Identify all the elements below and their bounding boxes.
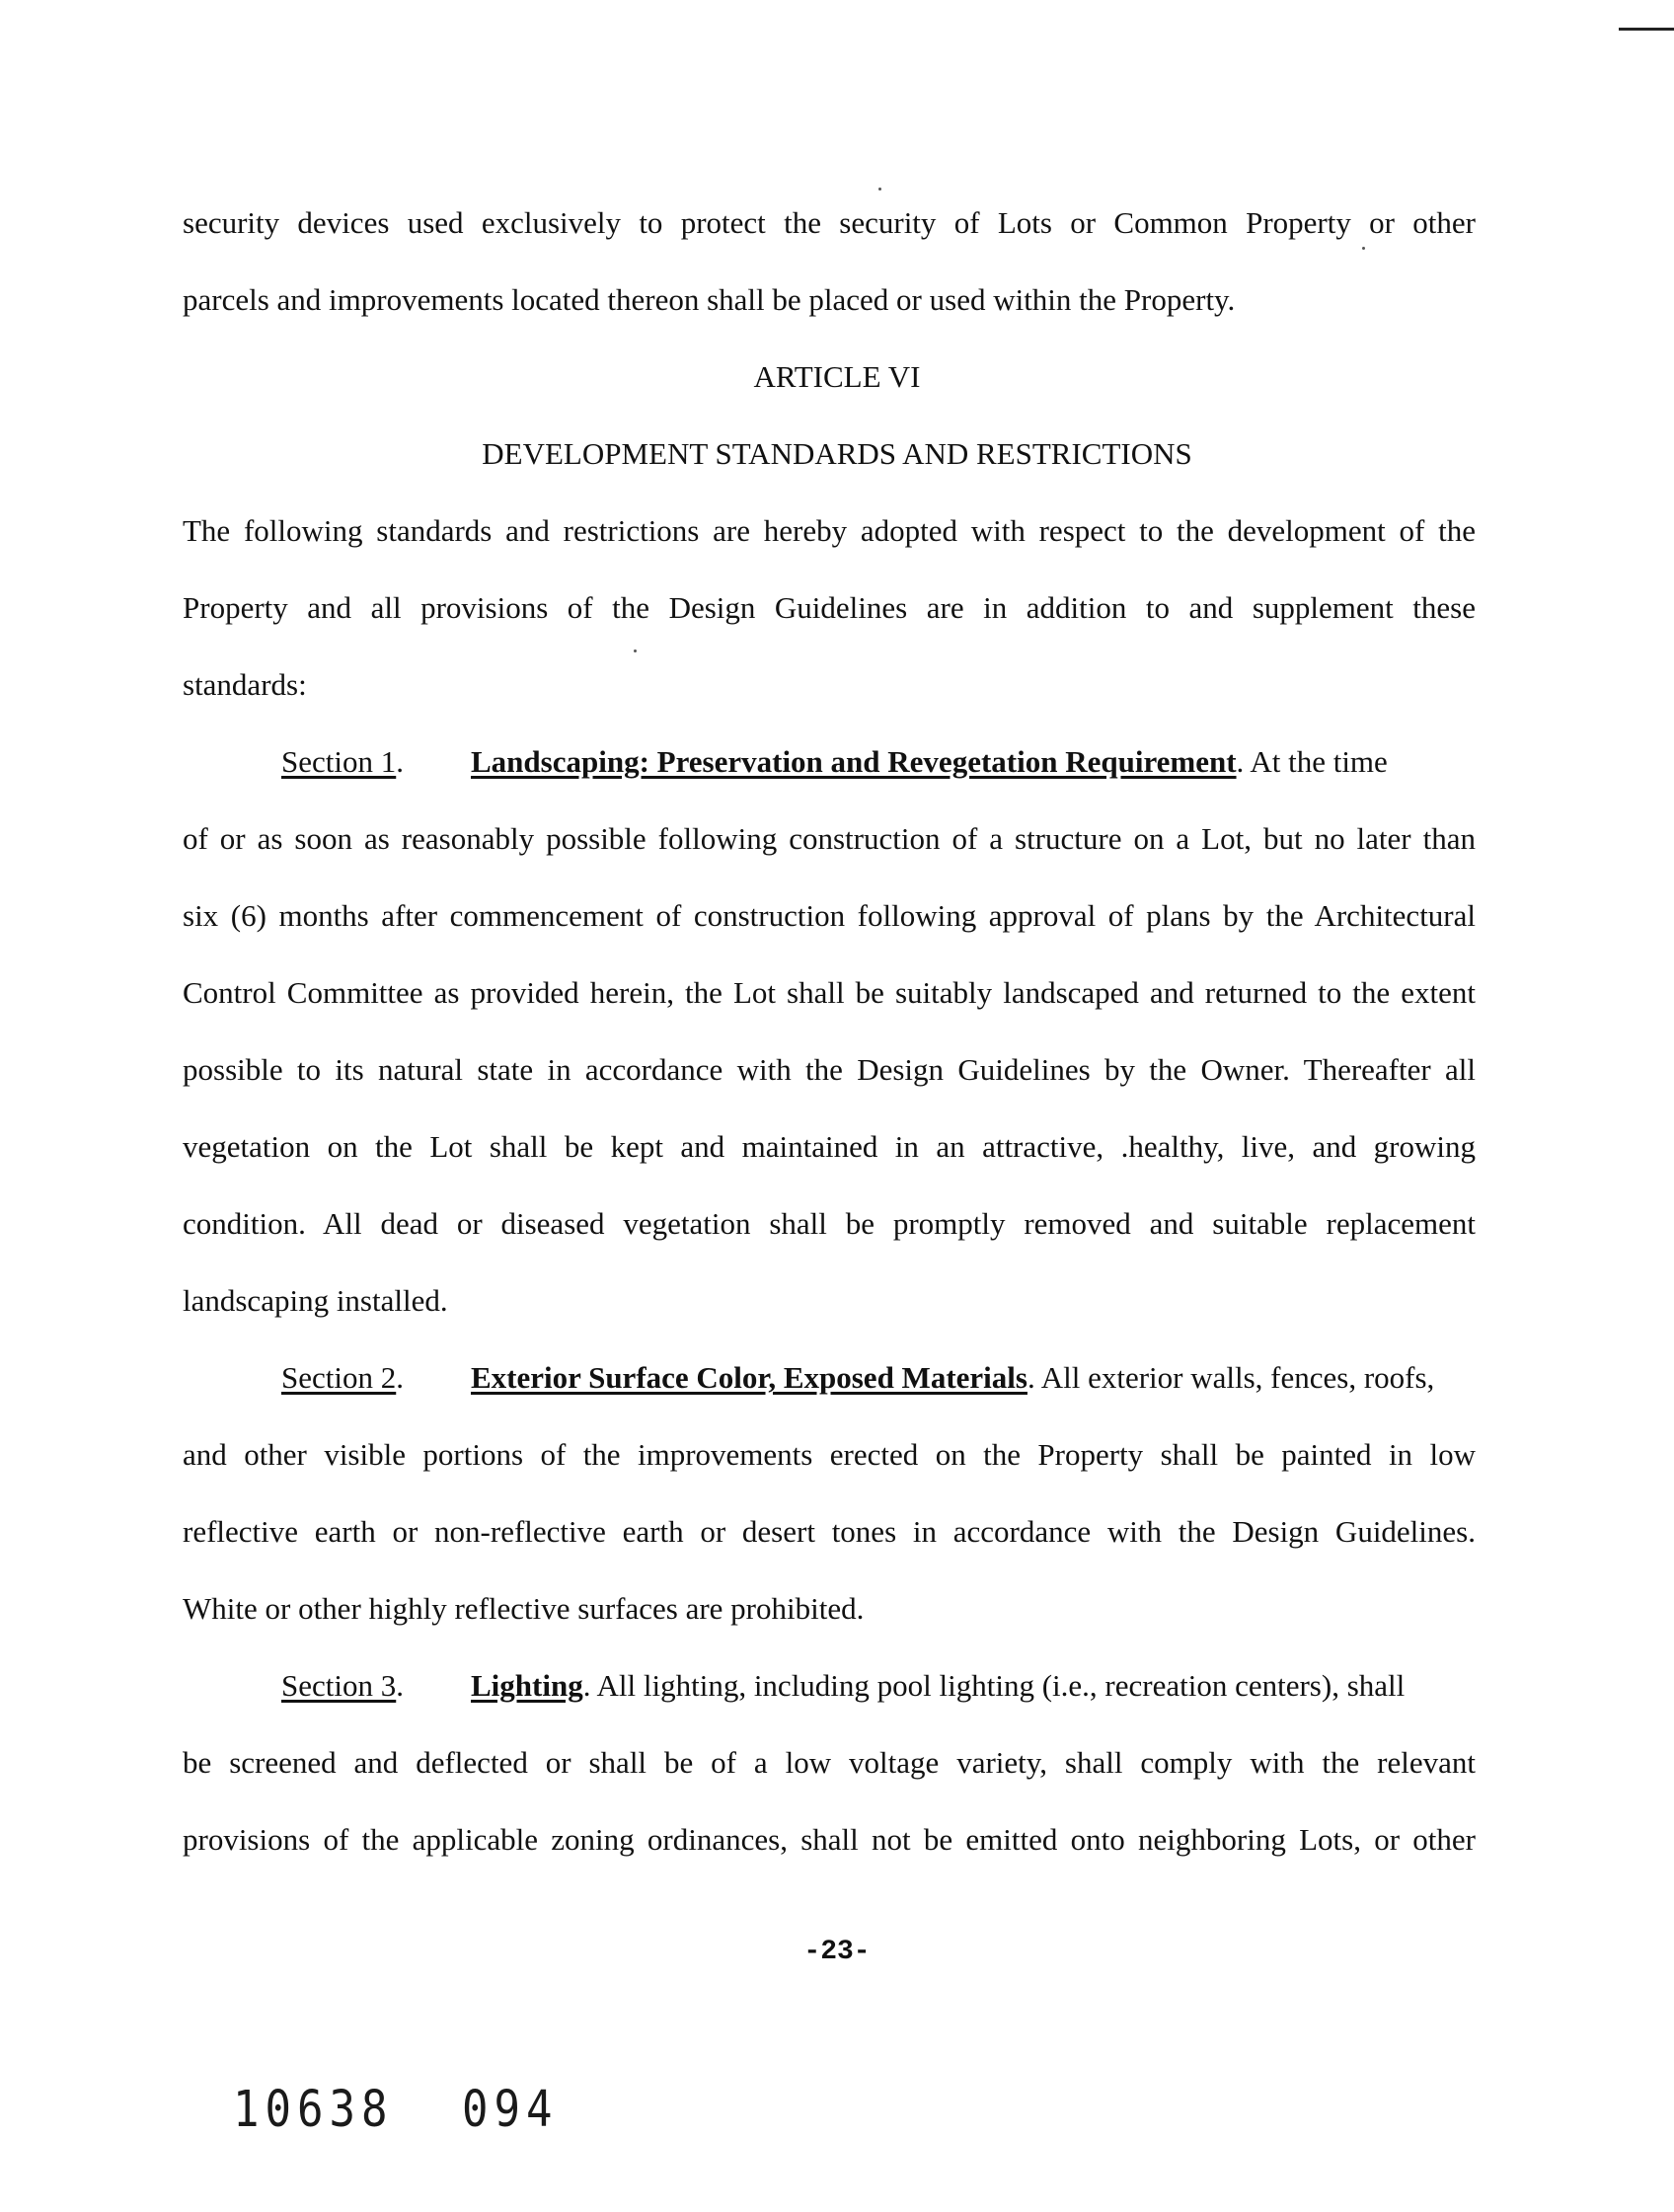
scan-speck bbox=[634, 649, 637, 652]
section-3-heading bbox=[281, 1666, 1476, 1706]
section-line: vegetation on the Lot shall be kept and maintained in an attractive, .healthy, live, and growing bbox=[183, 1129, 1476, 1164]
section-line: of or as soon as reasonably possible following construction of a structure on a Lot, but no later than bbox=[183, 821, 1476, 856]
section-line: provisions of the applicable zoning ordinances, shall not be emitted onto neighboring Lots, or other bbox=[183, 1822, 1476, 1857]
recording-book-number: 10638 bbox=[233, 2081, 394, 2139]
scan-speck bbox=[1362, 247, 1365, 250]
section-line: White or other highly reflective surfaces are prohibited. bbox=[183, 1591, 865, 1626]
scan-speck bbox=[878, 188, 881, 191]
section-title: Landscaping: Preservation and Revegetation Requirement bbox=[471, 744, 1237, 779]
section-line: landscaping installed. bbox=[183, 1283, 448, 1318]
section-first-line-rest: . All lighting, including pool lighting (i.e., recreation centers), shall bbox=[582, 1668, 1406, 1703]
section-label: Section 2 bbox=[281, 1360, 397, 1395]
section-label-dot: . bbox=[396, 744, 404, 779]
section-line: be screened and deflected or shall be of a low voltage variety, shall comply with the relevant bbox=[183, 1745, 1476, 1780]
intro-line: The following standards and restrictions are hereby adopted with respect to the development of the bbox=[183, 513, 1476, 548]
section-label: Section 3 bbox=[281, 1668, 397, 1703]
section-title: Lighting bbox=[471, 1668, 583, 1703]
section-first-line-rest: . At the time bbox=[1236, 744, 1388, 779]
section-line: condition. All dead or diseased vegetation shall be promptly removed and suitable replacement bbox=[183, 1206, 1476, 1241]
section-label: Section 1 bbox=[281, 744, 397, 779]
section-line: Control Committee as provided herein, the Lot shall be suitably landscaped and returned to the extent bbox=[183, 975, 1476, 1010]
page-number: -23- bbox=[803, 1937, 871, 1967]
article-heading: ARTICLE VI bbox=[753, 359, 921, 394]
section-line: reflective earth or non-reflective earth or desert tones in accordance with the Design Guidelines. bbox=[183, 1514, 1476, 1549]
section-2-heading bbox=[281, 1358, 1476, 1398]
text-line: parcels and improvements located thereon shall be placed or used within the Property. bbox=[183, 282, 1236, 317]
section-label-dot: . bbox=[396, 1668, 404, 1703]
section-title: Exterior Surface Color, Exposed Materials bbox=[471, 1360, 1027, 1395]
recording-page-number: 094 bbox=[462, 2081, 559, 2139]
corner-mark bbox=[1619, 28, 1674, 31]
section-line: and other visible portions of the improvements erected on the Property shall be painted in low bbox=[183, 1437, 1476, 1472]
section-line: possible to its natural state in accordance with the Design Guidelines by the Owner. Thereafter all bbox=[183, 1052, 1476, 1087]
text-line: security devices used exclusively to protect the security of Lots or Common Property or other bbox=[183, 205, 1476, 240]
section-line: six (6) months after commencement of construction following approval of plans by the Architectural bbox=[183, 898, 1476, 933]
section-label-dot: . bbox=[396, 1360, 404, 1395]
intro-line: Property and all provisions of the Design Guidelines are in addition to and supplement these bbox=[183, 590, 1476, 625]
section-1-heading bbox=[281, 742, 1476, 782]
intro-line: standards: bbox=[183, 667, 307, 702]
article-title: DEVELOPMENT STANDARDS AND RESTRICTIONS bbox=[482, 436, 1192, 471]
section-first-line-rest: . All exterior walls, fences, roofs, bbox=[1027, 1360, 1435, 1395]
